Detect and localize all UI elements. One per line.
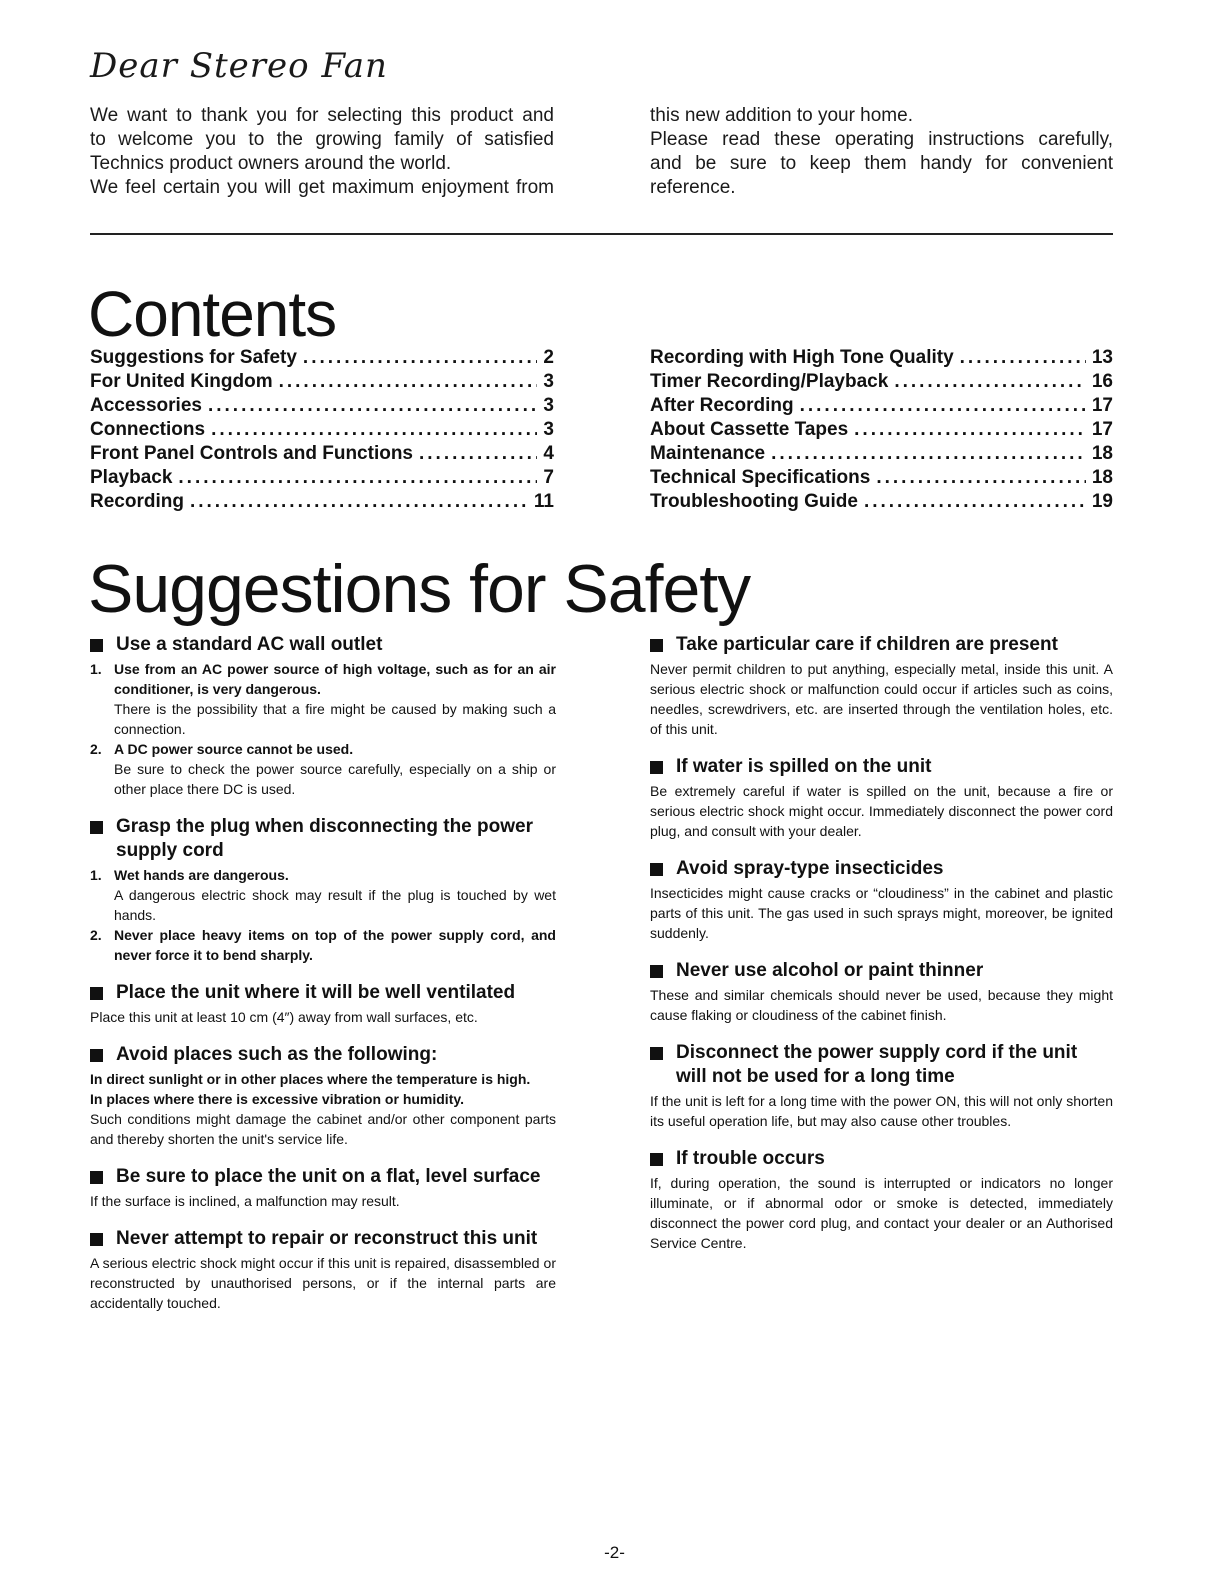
intro-line: reference. [650,177,736,198]
heading-text: Avoid places such as the following: [116,1044,438,1065]
heading-text: If trouble occurs [676,1148,825,1169]
item-text: Be sure to check the power source carefully, especially on a ship or other place there DC is used. [114,761,556,797]
intro-line: Technics product owners around the world. [90,153,452,174]
section-heading [90,1043,556,1067]
toc-label: Playback [90,467,173,488]
greeting-title: Dear Stereo Fan [90,46,388,86]
page-number: -2- [604,1543,625,1562]
safety-right-column [650,633,1113,1269]
section-heading [90,815,556,863]
toc-label: About Cassette Tapes [650,419,849,440]
toc-entry[interactable] [90,466,554,490]
toc-leader [419,442,537,466]
section-disconnect [650,1041,1113,1131]
intro-right-column [650,104,1113,200]
bold-text: In places where there is excessive vibration or humidity. [90,1091,464,1107]
toc-page: 19 [1091,491,1113,512]
item-bold-text: A DC power source cannot be used. [114,741,354,757]
section-body [90,865,556,965]
numbered-item [90,659,556,739]
toc-entry[interactable] [90,370,554,394]
toc-leader [864,490,1086,514]
section-heading [650,959,1113,983]
toc-entry[interactable] [650,442,1113,466]
section-trouble [650,1147,1113,1253]
toc-leader [771,442,1086,466]
section-text: Such conditions might damage the cabinet and/or other component parts and thereby shorten the unit's service life. [90,1111,556,1147]
toc-page: 3 [543,371,554,392]
numbered-item [90,739,556,799]
section-text: Place this unit at least 10 cm (4″) away from wall surfaces, etc. [90,1009,478,1025]
toc-entry[interactable] [650,466,1113,490]
section-water [650,755,1113,841]
heading-text: If water is spilled on the unit [676,756,932,777]
toc-label: Front Panel Controls and Functions [90,443,413,464]
toc-leader [190,490,528,514]
square-bullet-icon [650,761,663,774]
toc-entry[interactable] [650,418,1113,442]
toc-page: 16 [1091,371,1113,392]
intro-line: this new addition to your home. [650,105,913,126]
section-text: Insecticides might cause cracks or “cloudiness” in the cabinet and plastic parts of this unit. The gas used in such sprays might, moreover, be ignited suddenly. [650,885,1113,941]
square-bullet-icon [90,1233,103,1246]
toc-entry[interactable] [90,442,554,466]
square-bullet-icon [650,639,663,652]
numbered-item [90,865,556,925]
item-number: 2. [90,927,102,943]
toc-entry[interactable] [650,346,1113,370]
section-body [90,1069,556,1149]
square-bullet-icon [650,965,663,978]
section-alcohol [650,959,1113,1025]
toc-right-column [650,346,1113,514]
toc-label: After Recording [650,395,794,416]
toc-label: For United Kingdom [90,371,273,392]
toc-leader [178,466,537,490]
item-bold-text: Use from an AC power source of high voltage, such as for an air conditioner, is very dangerous. [114,661,556,697]
intro-line: to welcome you to the growing family of satisfied [90,129,554,150]
toc-page: 2 [543,347,554,368]
toc-leader [279,370,538,394]
toc-page: 17 [1091,395,1113,416]
toc-entry[interactable] [650,370,1113,394]
intro-line: We want to thank you for selecting this product and [90,105,554,126]
square-bullet-icon [90,1049,103,1062]
section-children [650,633,1113,739]
section-body [90,659,556,799]
square-bullet-icon [90,987,103,1000]
section-text: Be extremely careful if water is spilled on the unit, because a fire or serious electric shock might occur. Immediately disconnect the power cord plug, and consult with your dealer. [650,783,1113,839]
section-heading [650,1041,1113,1089]
toc-page: 3 [543,419,554,440]
toc-label: Recording with High Tone Quality [650,347,954,368]
square-bullet-icon [90,1171,103,1184]
section-grasp-plug [90,815,556,965]
toc-page: 3 [543,395,554,416]
toc-entry[interactable] [650,394,1113,418]
section-repair [90,1227,556,1313]
toc-leader [854,418,1086,442]
section-flat-surface [90,1165,556,1211]
square-bullet-icon [650,1047,663,1060]
toc-left-column [90,346,554,514]
toc-leader [960,346,1086,370]
toc-page: 11 [533,491,554,512]
section-heading [650,755,1113,779]
intro-line: Please read these operating instructions carefully, [650,129,1113,150]
intro-left-column [90,104,554,200]
toc-label: Recording [90,491,184,512]
heading-text: Use a standard AC wall outlet [116,634,383,655]
toc-page: 17 [1091,419,1113,440]
section-text: These and similar chemicals should never be used, because they might cause flaking or cloudiness of the cabinet finish. [650,987,1113,1023]
toc-leader [894,370,1086,394]
section-divider [90,233,1113,235]
toc-entry[interactable] [650,490,1113,514]
item-bold-text: Never place heavy items on top of the power supply cord, and never force it to bend sharply. [114,927,556,963]
section-text: If, during operation, the sound is interrupted or indicators no longer illuminate, or if abnormal odor or smoke is detected, immediately disconnect the power cord plug, and contact your dealer or an Authorised Service Centre. [650,1175,1113,1251]
safety-title: Suggestions for Safety [88,551,751,627]
safety-left-column [90,633,556,1329]
toc-label: Maintenance [650,443,766,464]
heading-text: Grasp the plug when disconnecting the power supply cord [116,816,533,861]
toc-page: 18 [1091,443,1113,464]
toc-leader [800,394,1086,418]
item-text: There is the possibility that a fire might be caused by making such a connection. [114,701,556,737]
heading-text: Never attempt to repair or reconstruct this unit [116,1228,538,1249]
item-number: 2. [90,741,102,757]
intro-line: and be sure to keep them handy for convenient [650,153,1113,174]
section-text: A serious electric shock might occur if this unit is repaired, disassembled or reconstructed by unauthorised persons, or if the internal parts are accidentally touched. [90,1255,556,1311]
toc-page: 4 [543,443,554,464]
toc-leader [208,394,537,418]
section-ventilated [90,981,556,1027]
section-heading [650,857,1113,881]
item-text: A dangerous electric shock may result if the plug is touched by wet hands. [114,887,556,923]
section-heading [90,633,556,657]
toc-entry[interactable] [90,418,554,442]
square-bullet-icon [650,1153,663,1166]
toc-leader [211,418,537,442]
square-bullet-icon [90,821,103,834]
intro-line: We feel certain you will get maximum enjoyment from [90,177,554,198]
heading-text: Be sure to place the unit on a flat, level surface [116,1166,541,1187]
heading-text: Never use alcohol or paint thinner [676,960,984,981]
toc-page: 18 [1091,467,1113,488]
section-heading [650,1147,1113,1171]
heading-text: Place the unit where it will be well ventilated [116,982,516,1003]
toc-label: Connections [90,419,206,440]
toc-label: Suggestions for Safety [90,347,297,368]
toc-label: Technical Specifications [650,467,871,488]
toc-label: Timer Recording/Playback [650,371,889,392]
section-insecticides [650,857,1113,943]
heading-text: Disconnect the power supply cord if the unit will not be used for a long time [676,1042,1078,1087]
contents-title: Contents [88,278,337,350]
bold-text: In direct sunlight or in other places where the temperature is high. [90,1071,531,1087]
heading-text: Take particular care if children are present [676,634,1058,655]
section-text: If the unit is left for a long time with the power ON, this will not only shorten its useful operation life, but may also cause other troubles. [650,1093,1113,1129]
toc-label: Accessories [90,395,202,416]
square-bullet-icon [650,863,663,876]
toc-label: Troubleshooting Guide [650,491,858,512]
item-bold-text: Wet hands are dangerous. [114,867,289,883]
section-heading [90,1227,556,1251]
square-bullet-icon [90,639,103,652]
item-number: 1. [90,661,102,677]
toc-leader [876,466,1086,490]
numbered-item [90,925,556,965]
section-heading [650,633,1113,657]
section-ac-outlet [90,633,556,799]
section-text: Never permit children to put anything, especially metal, inside this unit. A serious electric shock or malfunction could occur if articles such as coins, needles, screwdrivers, etc. are inserted through the ventilation holes, etc. of this unit. [650,661,1113,737]
toc-entry[interactable] [90,346,554,370]
toc-entry[interactable] [90,394,554,418]
toc-page: 13 [1091,347,1113,368]
toc-page: 7 [543,467,554,488]
section-heading [90,1165,556,1189]
toc-entry[interactable] [90,490,554,514]
item-number: 1. [90,867,102,883]
section-avoid-places [90,1043,556,1149]
toc-leader [303,346,538,370]
section-text: If the surface is inclined, a malfunction may result. [90,1193,400,1209]
section-heading [90,981,556,1005]
heading-text: Avoid spray-type insecticides [676,858,944,879]
